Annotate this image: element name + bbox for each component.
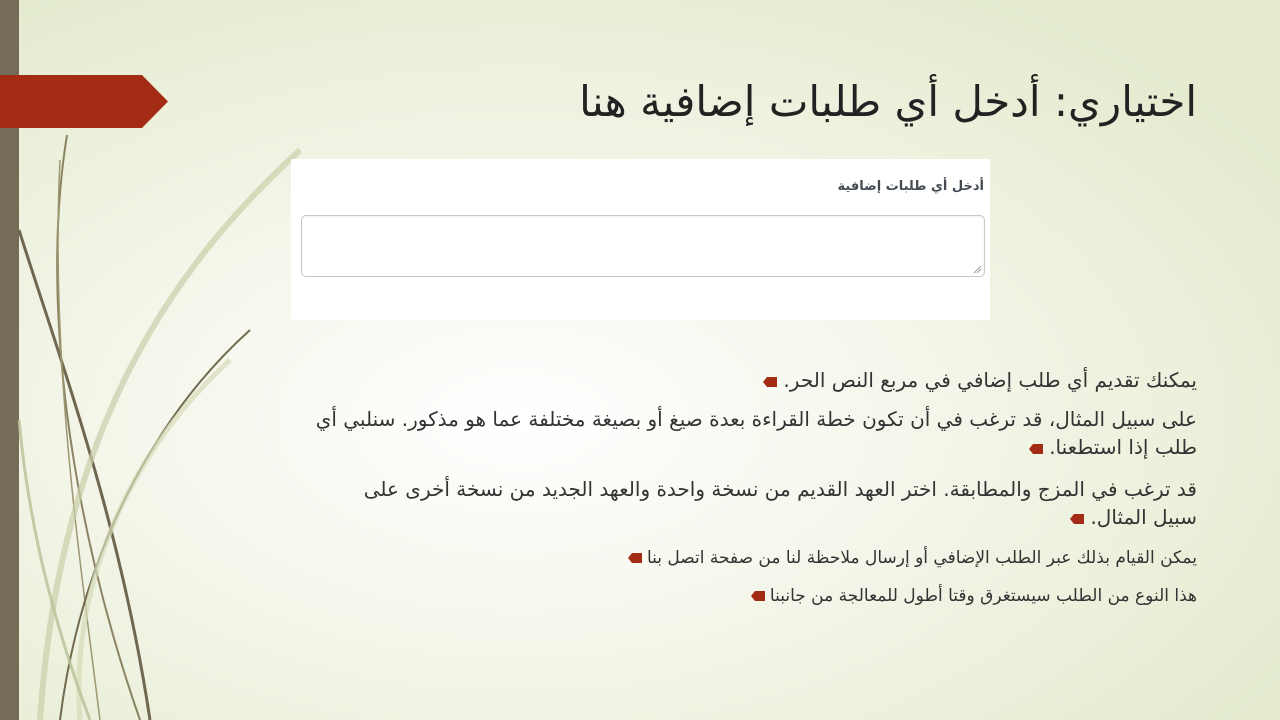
arrow-bullet-icon bbox=[1070, 514, 1084, 524]
list-item bbox=[280, 475, 1197, 531]
additional-requests-textarea[interactable] bbox=[301, 215, 985, 277]
bullet-text: هذا النوع من الطلب سيستغرق وقتا أطول للمعالجة من جانبنا bbox=[769, 586, 1197, 606]
title-arrow-icon bbox=[0, 75, 168, 128]
slide-title: اختياري: أدخل أي طلبات إضافية هنا bbox=[579, 77, 1197, 126]
bullet-text: قد ترغب في المزج والمطابقة. اختر العهد القديم من نسخة واحدة والعهد الجديد من نسخة أخرى على سبيل المثال. bbox=[363, 477, 1197, 529]
bullet-text: يمكن القيام بذلك عبر الطلب الإضافي أو إرسال ملاحظة لنا من صفحة اتصل بنا bbox=[646, 548, 1197, 568]
additional-requests-label: أدخل أي طلبات إضافية bbox=[837, 179, 984, 194]
arrow-bullet-icon bbox=[763, 377, 777, 387]
bullet-text: على سبيل المثال، قد ترغب في أن تكون خطة القراءة بعدة صيغ أو بصيغة مختلفة عما هو مذكور. سنلبي أي طلب إذا استطعنا. bbox=[315, 407, 1197, 459]
bullet-list bbox=[280, 365, 1197, 609]
arrow-bullet-icon bbox=[628, 553, 642, 563]
arrow-bullet-icon bbox=[751, 591, 765, 601]
arrow-bullet-icon bbox=[1029, 444, 1043, 454]
resize-handle-icon[interactable] bbox=[972, 264, 982, 274]
list-item bbox=[280, 405, 1197, 461]
list-item bbox=[280, 365, 1197, 395]
form-screenshot-panel bbox=[291, 159, 990, 320]
bullet-text: يمكنك تقديم أي طلب إضافي في مربع النص الحر. bbox=[783, 368, 1197, 392]
list-item bbox=[280, 583, 1197, 609]
list-item bbox=[280, 545, 1197, 571]
